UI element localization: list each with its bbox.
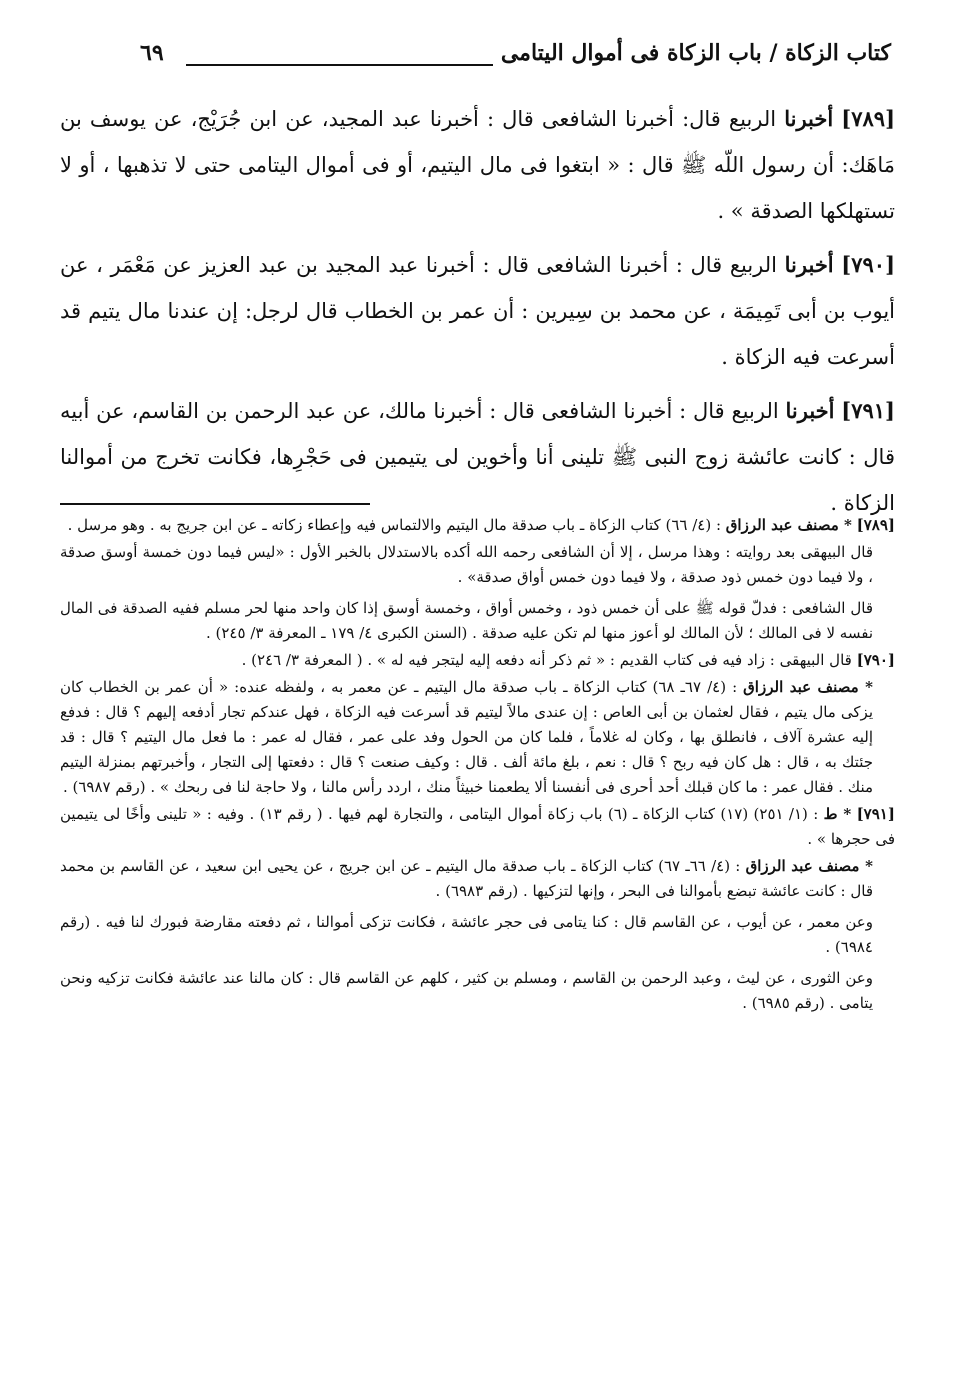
footnote-text: وعن معمر ، عن أيوب ، عن القاسم قال : كنا يتامى فى حجر عائشة ، فكانت تزكى أموالنا ، ثم دفعته مقارضة فبورك لنا فيه . (رقم ٦٩٨٤) .: [60, 913, 873, 956]
hadith-789: [60, 96, 895, 234]
footnote-source: * مصنف عبد الرزاق: [743, 678, 873, 696]
footnote: [60, 648, 895, 673]
hadith-number: [٧٨٩]: [841, 106, 895, 131]
footnote: [60, 966, 895, 1016]
page-number: ٦٩: [140, 40, 164, 66]
hadith-lead: أخبرنا: [785, 398, 835, 423]
footnote: [60, 910, 895, 960]
footnote-text: : (٤/ ٦٦ـ ٦٧) كتاب الزكاة ـ باب صدقة مال اليتيم ـ عن ابن جريج ، عن يحيى ابن سعيد ، عن القاسم بن محمد قال : كانت عائشة تبضع بأموالنا فى البحر ، وإنها لتزكيها . (رقم ٦٩٨٣) .: [60, 857, 873, 900]
hadith-text: الربيع قال : أخبرنا الشافعى قال : أخبرنا عبد المجيد بن عبد العزيز عن مَعْمَر ، عن أيوب بن أبى تَمِيمَة ، عن محمد بن سِيرين : أن عمر بن الخطاب قال لرجل: إن عندنا مال يتيم قد أسرعت فيه الزكاة .: [60, 253, 895, 369]
footnote-source: * مصنف عبد الرزاق: [725, 516, 852, 534]
header-rule: [186, 64, 493, 66]
footnotes: [60, 513, 895, 1018]
footnote-number: [٧٩١]: [856, 805, 895, 823]
footnote-text: قال البيهقى : زاد فيه فى كتاب القديم : « ثم ذكر أنه دفعه إليه ليتجر فيه له » . ( المعرفة ٣/ ٢٤٦) .: [241, 651, 852, 669]
footnote-text: : (٤/ ٦٧ـ ٦٨) كتاب الزكاة ـ باب صدقة مال اليتيم ـ عن معمر به ، ولفظه عنده: « أن عمر بن الخطاب كان يزكى مال يتيم ، فقال لعثمان بن أبى العاص : إن عندى مالاً ليتيم قد أسرعت فيه الزكاة ، فهل عندكم تجار أدفعه إليهم ؟ قال : فدفع إليه عشرة آلاف ، فانطلق بها ، وكان له غلاماً ، فلما كان من الحول وفد على عمر ، فقال له عمر : ما فعل مال اليتيم ؟ قال : قد جئتك به ، قال : هل كان فيه ربح ؟ قال : نعم ، بلغ مائة ألف . قال : وكيف صنعت ؟ قال : دفعتها إلى التجار ، وأخبرتهم بمنزلة اليتيم منك . فقال عمر : ما كان قبلك أحد أحرى فى أنفسنا ألا يطعمنا خبيثاً منك ، اردد رأس مالنا ، ولا حاجة لنا فى ربحك » . (رقم ٦٩٨٧) .: [60, 678, 873, 796]
hadith-number: [٧٩٠]: [841, 252, 895, 277]
hadith-lead: أخبرنا: [784, 106, 834, 131]
footnote: [60, 513, 895, 538]
hadith-text: الربيع قال: أخبرنا الشافعى قال : أخبرنا عبد المجيد، عن ابن جُرَيْج، عن يوسف بن مَاهَك: أن رسول اللّه ﷺ قال : « ابتغوا فى مال اليتيم، أو فى أموال اليتامى حتى لا تذهبها ، أو لا تستهلكها الصدقة » .: [60, 107, 895, 223]
footnote-text: : (٤/ ٦٦) كتاب الزكاة ـ باب صدقة مال اليتيم والالتماس فيه وإعطاء زكاته ـ عن ابن جريج به . وهو مرسل .: [67, 516, 722, 534]
footnote-text: قال الشافعى : فدلّ قوله ﷺ على أن خمس ذود ، وخمس أواق ، وخمسة أوسق إذا كان واحد منها لحر مسلم ففيه الصدقة فى المال نفسه لا فى المالك ؛ لأن المالك لو أعوز منها لم تكن عليه صدقة . (السنن الكبرى ٤/ ١٧٩ ـ المعرفة ٣/ ٢٤٥) .: [60, 599, 873, 642]
footnote-text: وعن الثورى ، عن ليث ، وعبد الرحمن بن القاسم ، ومسلم بن كثير ، كلهم عن القاسم قال : كان مالنا عند عائشة فكانت تزكيه ونحن يتامى . (رقم ٦٩٨٥) .: [60, 969, 873, 1012]
main-text: [60, 96, 895, 534]
footnote: [60, 540, 895, 590]
running-header: [140, 40, 891, 80]
hadith-791: [60, 388, 895, 526]
footnote-number: [٧٩٠]: [856, 651, 895, 669]
footnote-divider: [60, 503, 370, 505]
footnote-text: قال البيهقى بعد روايته : وهذا مرسل ، إلا أن الشافعى رحمه الله أكده بالاستدلال بالخبر الأول : «ليس فيما دون خمسة أوسق صدقة ، ولا فيما دون خمس ذود صدقة ، ولا فيما دون خمس أواق صدقة» .: [60, 543, 873, 586]
footnote: [60, 802, 895, 852]
hadith-lead: أخبرنا: [784, 252, 834, 277]
hadith-number: [٧٩١]: [841, 398, 895, 423]
footnote: [60, 854, 895, 904]
footnote-text: : (١/ ٢٥١) (١٧) كتاب الزكاة ـ (٦) باب زكاة أموال اليتامى ، والتجارة لهم فيها . ( رقم ١٣) . وفيه : « تلينى وأخًا لى يتيمين فى حجرها » .: [60, 805, 895, 848]
hadith-790: [60, 242, 895, 380]
footnote: [60, 596, 895, 646]
footnote-source: * ط: [823, 805, 852, 823]
header-title: كتاب الزكاة / باب الزكاة فى أموال اليتامى: [500, 40, 891, 66]
hadith-text: الربيع قال : أخبرنا الشافعى قال : أخبرنا مالك، عن عبد الرحمن بن القاسم، عن أبيه قال : كانت عائشة زوج النبى ﷺ تلينى أنا وأخوين لى يتيمين فى حَجْرِها، فكانت تخرج من أموالنا الزكاة .: [60, 399, 895, 515]
footnote-number: [٧٨٩]: [856, 516, 895, 534]
footnote: [60, 675, 895, 800]
footnote-source: * مصنف عبد الرزاق: [745, 857, 873, 875]
